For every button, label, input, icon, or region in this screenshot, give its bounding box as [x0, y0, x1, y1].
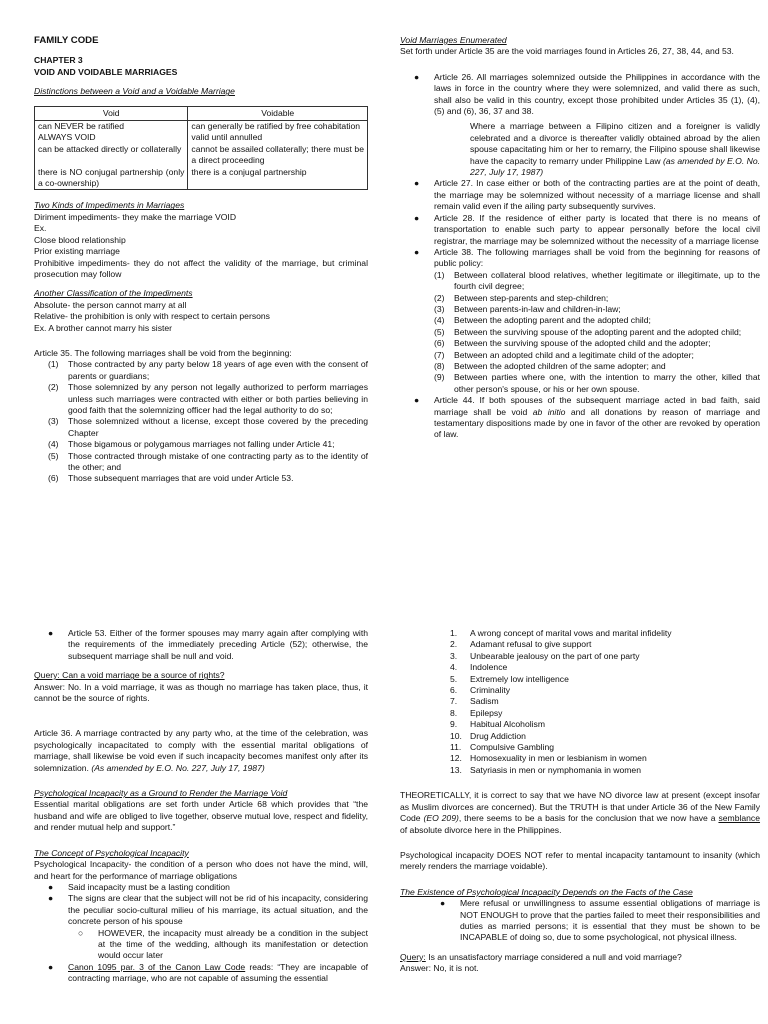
list-item [400, 395, 760, 441]
table-cell: cannot be assailed collaterally; there must be a direct proceeding [188, 144, 368, 167]
list-item: 6. Criminality [450, 685, 511, 696]
void-articles-list [400, 72, 760, 441]
article-27: Article 27. In case either or both of the contracting parties are at the point of death, the marriage may be solemnized without necessity of a marriage license and shall remain valid even if the ailing party subsequently survives. [434, 178, 760, 212]
bullet-icon: ● [48, 961, 54, 972]
query-unsatisfactory: Query: Is an unsatisfactory marriage considered a null and void marriage? [400, 951, 682, 962]
theoretically-paragraph: THEORETICALLY, it is correct to say that we have NO divorce law at present (except insofar as Muslim divorces are concerned). But the TRUTH is that under Article 36 of the New Family Code (EO 209), there seems to be a basis for the conclusion that we now have a semblance of absolute divorce here in the Philippines. [400, 790, 761, 835]
article-44: Article 44. If both spouses of the subsequent marriage acted in bad faith, said marriage shall be void ab initio and all donations by reason of marriage and testamentary dispositions made by one in favor of the other are revoked by operation of law. [434, 395, 760, 440]
answer-void-rights: Answer: No. In a void marriage, it was as though no marriage has taken place, thus, it cannot be the source of rights. [34, 681, 368, 704]
list-item: (4) Between the adopting parent and the adopted child; [434, 315, 651, 326]
list-item: 3. Unbearable jealousy on the part of one party [450, 650, 640, 661]
list-item: ● Said incapacity must be a lasting condition [34, 882, 368, 893]
list-item: 1. A wrong concept of marital vows and marital infidelity [450, 628, 672, 638]
list-item [400, 72, 760, 179]
list-item: (2) Between step-parents and step-children; [434, 292, 609, 303]
bullet-icon: ● [414, 246, 420, 257]
concept-text: Psychological Incapacity- the condition of a person who does not have the mind, will, and heart for the performance of marriage obligations [34, 859, 368, 881]
list-item: (6) Those subsequent marriages that are void under Article 53. [48, 473, 294, 484]
classification-heading: Another Classification of the Impediments [34, 288, 193, 299]
psych-ground-text: Essential marital obligations are set forth under Article 68 which provides that “the husband and wife are obliged to live together, observe mutual love, respect and fidelity, and render mutual help and support.” [34, 799, 368, 833]
absolute-text: Absolute- the person cannot marry at all [34, 299, 187, 310]
list-item: (5) Between the surviving spouse of the adopting parent and the adopted child; [434, 326, 742, 337]
list-item: 8. Epilepsy [450, 707, 503, 718]
concept-heading: The Concept of Psychological Incapacity [34, 847, 189, 858]
list-item [400, 178, 760, 212]
list-item: (1) Those contracted by any party below 18 years of age even with the consent of parents or guardians; [48, 359, 368, 381]
list-item [34, 962, 368, 985]
table-row [35, 121, 368, 133]
article-53-list [34, 628, 368, 662]
bullet-icon: ● [48, 628, 54, 638]
table-cell: can NEVER be ratified [35, 121, 188, 133]
list-item: (5) Those contracted through mistake of one contracting party as to the identity of the other; and [48, 450, 368, 472]
list-item: ● The signs are clear that the subject will not be rid of his incapacity, considering the peculiar socio-cultural milieu of his marriage, its actual situation, and the concrete person of his spouse ○ HOWEVER, the incapacity must already be a condition in the subject at the time of the wedding, although its manifestation or detection would occur later [34, 893, 368, 961]
psych-ground-heading: Psychological Incapacity as a Ground to Render the Marriage Void [34, 788, 288, 799]
list-item: (4) Those bigamous or polygamous marriages not falling under Article 41; [48, 439, 335, 450]
table-header-row [35, 106, 368, 120]
article-38-list [434, 270, 760, 395]
bullet-icon: ● [414, 178, 420, 189]
psych-not-mental-text: Psychological incapacity DOES NOT refer to mental incapacity tantamount to insanity (which merely renders the marriage voidable). [400, 849, 760, 872]
article-26-note: Where a marriage between a Filipino citizen and a foreigner is validly celebrated and a divorce is thereafter validly obtained abroad by the alien spouse capacitating him or her to remarry, the Filipino spouse shall likewise have the capacity to remarry under Philippine Law (as amended by E.O. No. 227, July 17, 1987) [470, 121, 760, 178]
bullet-icon: ● [48, 893, 54, 904]
table-header-voidable: Voidable [188, 106, 368, 120]
list-item: (2) Those solemnized by any person not legally authorized to perform marriages unless such marriages were contracted with either or both parties believing in good faith that the solemnizing officer had the legal authority to do so; [48, 382, 368, 415]
table-cell: ALWAYS VOID [35, 132, 188, 143]
list-item: (9) Between parties where one, with the intention to marry the other, killed that other person's spouse, or his or her own spouse. [434, 372, 760, 394]
article-35-intro: Article 35. The following marriages shall be void from the beginning: [34, 347, 292, 358]
list-item: 12. Homosexuality in men or lesbianism in women [450, 753, 647, 764]
void-enumerated-heading: Void Marriages Enumerated [400, 35, 507, 45]
list-item: (6) Between the surviving spouse of the adopted child and the adopter; [434, 338, 711, 349]
prohibitive-text: Prohibitive impediments- they do not affect the validity of the marriage, but criminal prosecution may follow [34, 257, 368, 279]
existence-heading: The Existence of Psychological Incapacity Depends on the Facts of the Case [400, 886, 693, 897]
list-item: (8) Between the adopted children of the same adopter; and [434, 360, 666, 371]
table-cell: valid until annulled [188, 132, 368, 143]
distinctions-heading: Distinctions between a Void and a Voidable Marriage [34, 86, 235, 97]
list-item: 13. Satyriasis in men or nymphomania in women [450, 764, 641, 775]
bullet-icon: ● [440, 898, 446, 909]
bullet-icon: ● [48, 881, 54, 892]
article-36: Article 36. A marriage contracted by any party who, at the time of the celebration, was psychologically incapacitated to comply with the essential marital obligations of marriage, shall likewise be void even if such incapacity becomes manifest only after its solemnization. (As amended by E.O. No. 227, July 17, 1987) [34, 728, 368, 773]
table-row [35, 167, 368, 190]
chapter-title: VOID AND VOIDABLE MARRIAGES [34, 66, 178, 77]
query-void-rights: Query: Can a void marriage be a source of rights? [34, 670, 225, 681]
close-blood-text: Close blood relationship [34, 234, 126, 245]
list-item: 2. Adamant refusal to give support [450, 639, 592, 650]
list-item: 10. Drug Addiction [450, 730, 526, 741]
table-row [35, 132, 368, 143]
table-cell: there is a conjugal partnership [188, 167, 368, 190]
table-cell: can be attacked directly or collaterally [35, 144, 188, 167]
list-item [34, 628, 368, 662]
list-item: (3) Those solemnized without a license, except those covered by the preceding Chapter [48, 416, 368, 438]
list-item: (3) Between parents-in-law and children-in-law; [434, 303, 621, 314]
void-enumerated-text: Set forth under Article 35 are the void marriages found in Articles 26, 27, 38, 44, and 53. [400, 46, 734, 57]
canon-text: Canon 1095 par. 3 of the Canon Law Code reads: “They are incapable of contracting marriage, who are not capable of assuming the essential [68, 961, 369, 984]
concept-bullets [34, 882, 368, 985]
bullet-icon: ● [414, 212, 420, 223]
sub-list-item: ○ HOWEVER, the incapacity must already be a condition in the subject at the time of the wedding, although its manifestation or detection would occur later [78, 927, 368, 961]
circle-bullet-icon: ○ [78, 927, 84, 938]
chapter-number: CHAPTER 3 [34, 55, 83, 66]
article-35-list [34, 359, 368, 484]
doc-title: FAMILY CODE [34, 35, 99, 46]
right-column-bottom [400, 628, 760, 975]
bullet-icon: ● [414, 395, 420, 406]
right-column-top [400, 35, 760, 441]
list-item [400, 213, 760, 247]
void-voidable-table [34, 106, 368, 191]
diriment-text: Diriment impediments- they make the marriage VOID [34, 211, 237, 222]
table-header-void: Void [35, 106, 188, 120]
table-cell: can generally be ratified by free cohabitation [188, 121, 368, 133]
list-item: (1) Between collateral blood relatives, whether legitimate or illegitimate, up to the fourth civil degree; [434, 269, 760, 292]
brother-example: Ex. A brother cannot marry his sister [34, 322, 173, 333]
ex-label: Ex. [34, 223, 47, 234]
list-item: 7. Sadism [450, 696, 499, 707]
answer-unsatisfactory: Answer: No, it is not. [400, 963, 479, 974]
list-item: 5. Extremely low intelligence [450, 673, 569, 684]
list-item: 11. Compulsive Gambling [450, 742, 555, 753]
article-38-intro: Article 38. The following marriages shall be void from the beginning for reasons of public policy: [434, 246, 760, 269]
list-item [400, 247, 760, 395]
relative-text: Relative- the prohibition is only with respect to certain persons [34, 311, 270, 322]
list-item: ● Mere refusal or unwillingness to assume essential obligations of marriage is NOT ENOUGH to prove that the parties failed to meet their responsibilities and duties as married persons; it is essential that they must be shown to be INCAPABLE of doing so, due to some psychological, not physical illness. [400, 898, 760, 944]
left-column-top [34, 35, 368, 485]
impediments-heading: Two Kinds of Impediments in Marriages [34, 200, 185, 211]
list-item: 9. Habitual Alcoholism [450, 719, 545, 730]
prior-existing-text: Prior existing marriage [34, 246, 120, 257]
table-row [35, 144, 368, 167]
table-cell: there is NO conjugal partnership (only a co-ownership) [35, 167, 188, 190]
article-53: Article 53. Either of the former spouses may marry again after complying with the requirements of the immediately preceding Article (52); otherwise, the subsequent marriage shall be null and void. [68, 628, 368, 661]
article-28: Article 28. If the residence of either party is located that there is no means of transportation to enable such party to appear personally before the local civil registrar, the marriage may be solemnized without the necessity of a marriage license [434, 212, 760, 246]
existence-list [400, 898, 760, 944]
list-item: 4. Indolence [450, 662, 508, 673]
list-item: (7) Between an adopted child and a legitimate child of the adopter; [434, 349, 694, 360]
bullet-icon: ● [414, 71, 420, 82]
grounds-list [400, 628, 760, 776]
article-26: Article 26. All marriages solemnized outside the Philippines in accordance with the laws in force in the country where they were solemnized, and valid there as such, shall also be valid in this country, except those prohibited under Articles 35 (1), (4), (5) and (6), 36, 37 and 38. [434, 71, 760, 117]
left-column-bottom [34, 628, 368, 985]
